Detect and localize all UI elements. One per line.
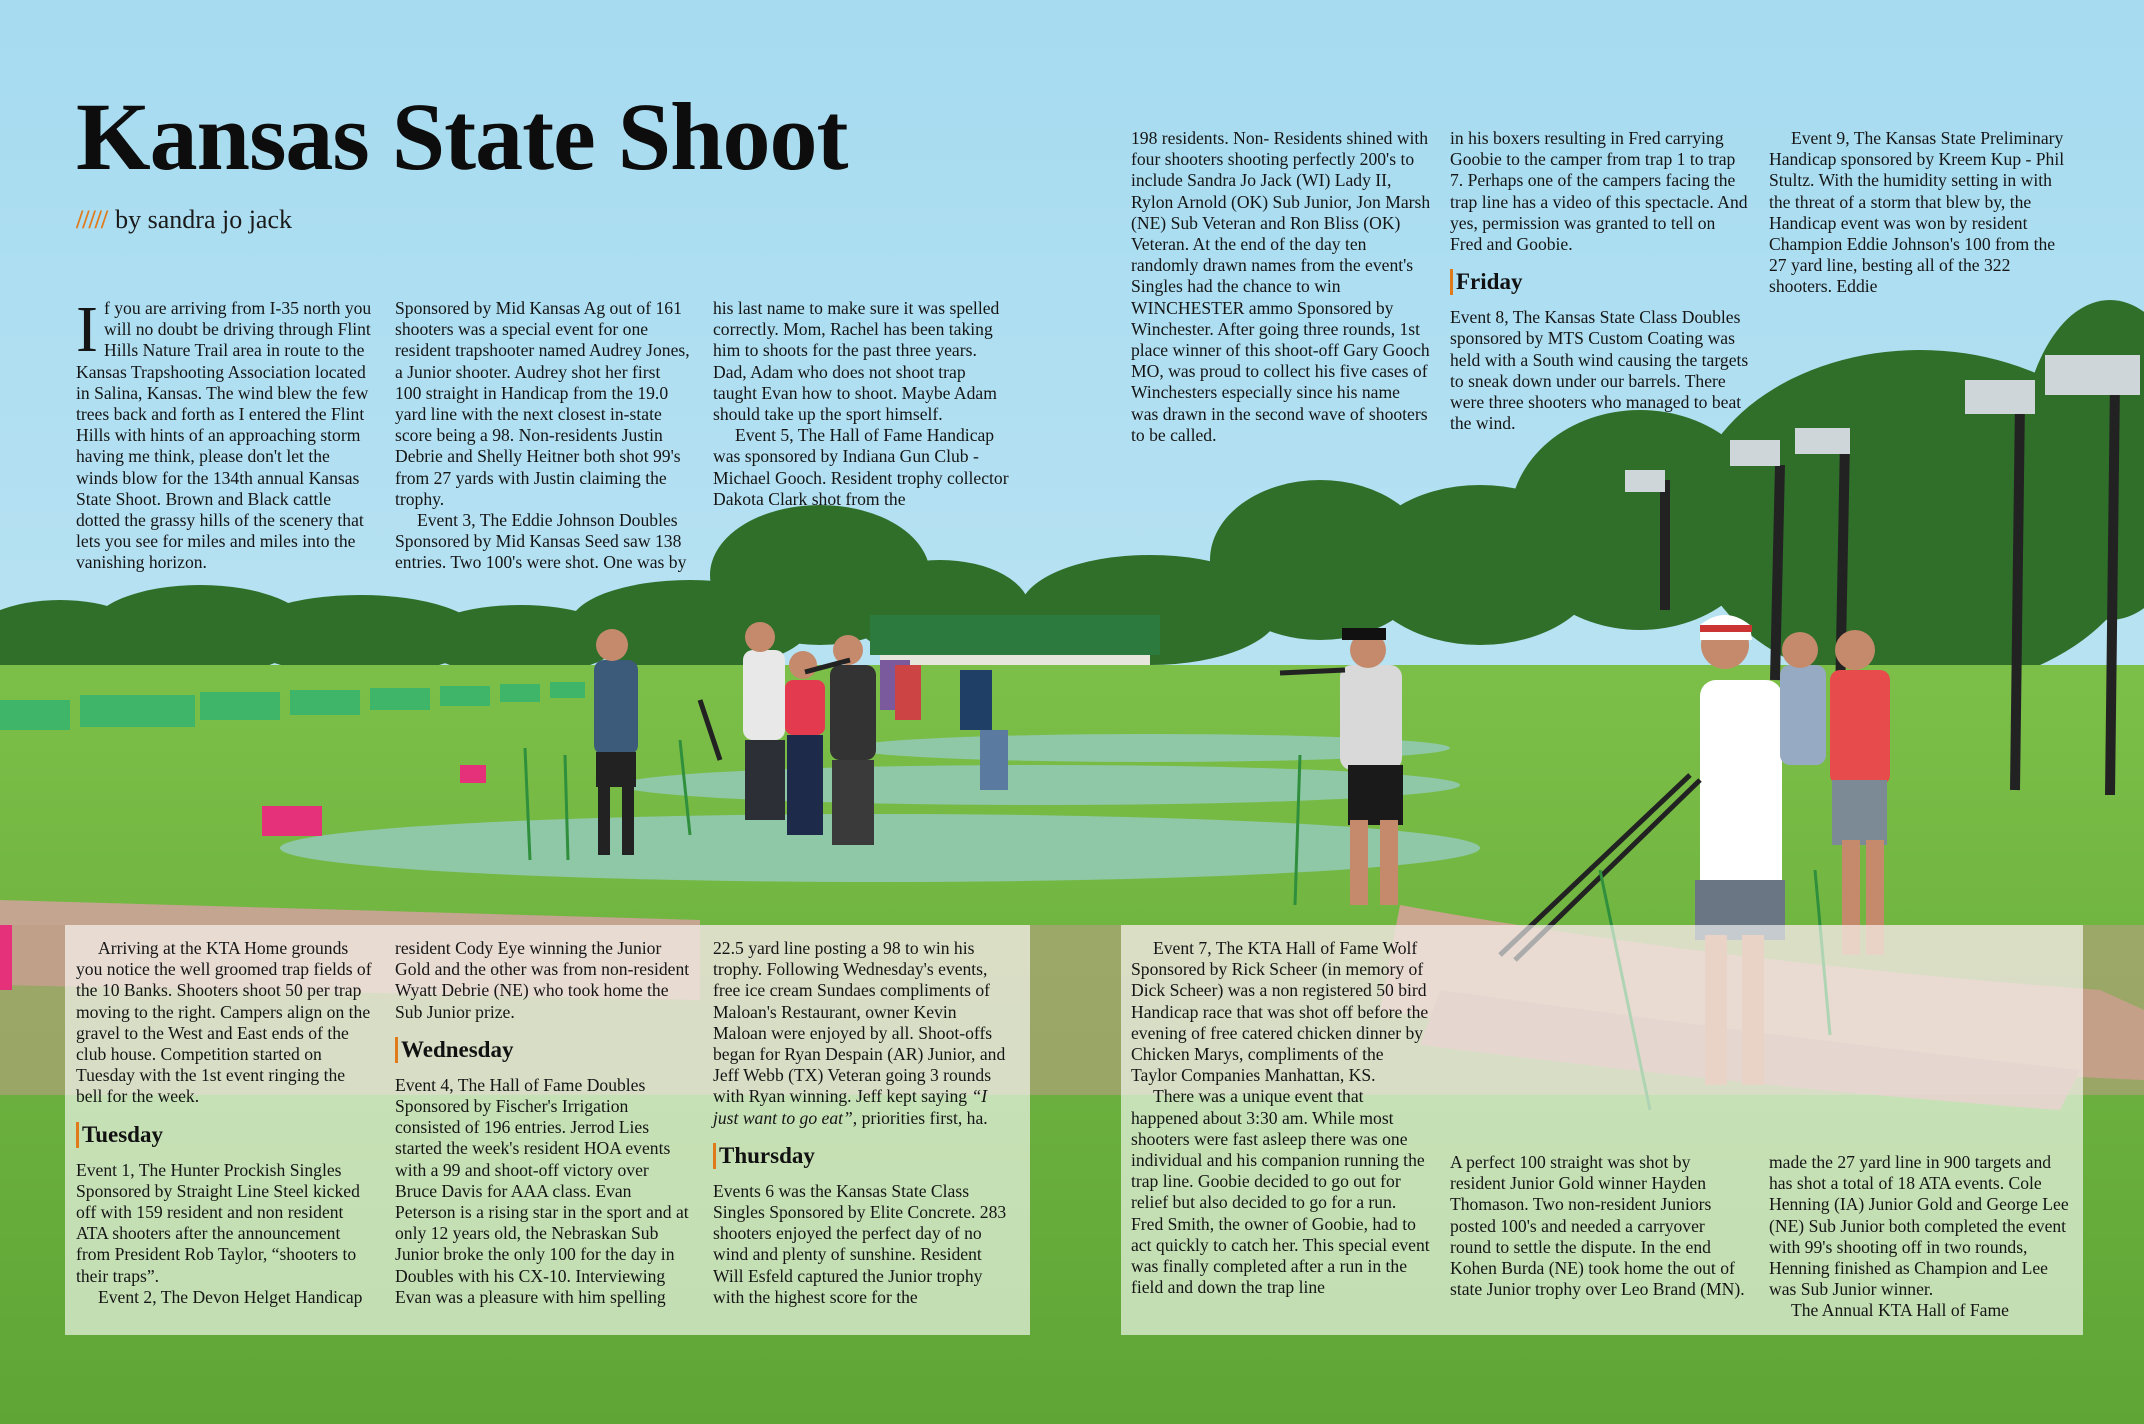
- bottom-col2-paragraph-2: Event 4, The Hall of Fame Doubles Sponsored by Fischer's Irrigation consisted of 196 entries. Jerrod Lies started the week's resident HOA events with a 99 and shoot-off victory over Bruce Davis for AAA class. Evan Peterson is a rising star in the sport and at only 12 years old, the Nebraskan Sub Junior broke the only 100 for the day in Doubles with his CX-10. Interviewing Evan was a pleasure with him spelling: [395, 1074, 689, 1307]
- bottom-col5-paragraph-1: A perfect 100 straight was shot by resident Junior Gold winner Hayden Thomason. Two non-resident Juniors posted 100's and needed a carryover round to settle the dispute. In the end Kohen Burda (NE) took home the out of state Junior trophy over Leo Brand (MN).: [1450, 1152, 1745, 1300]
- bottom-col4-paragraph-1: Event 7, The KTA Hall of Fame Wolf Sponsored by Rick Scheer (in memory of Dick Scheer) was a non registered 50 bird Handicap race that was shot off before the evening of free catered chicken dinner by Chicken Marys, compliments of the Taylor Companies Manhattan, KS.: [1131, 938, 1429, 1086]
- top-col5-paragraph-1: in his boxers resulting in Fred carrying Goobie to the camper from trap 1 to trap 7. Perhaps one of the campers facing the trap line has a video of this spectacle. And yes, permission was granted to tell on Fred and Goobie.: [1450, 128, 1748, 255]
- bottom-col1-paragraph-2: Event 1, The Hunter Prockish Singles Sponsored by Straight Line Steel kicked off with 159 resident and non resident ATA shooters after the announcement from President Rob Taylor, “shooters to their traps”.: [76, 1159, 360, 1286]
- pink-bench: [262, 806, 322, 836]
- byline-text: by sandra jo jack: [115, 205, 293, 234]
- bottom-col3-text-a: 22.5 yard line posting a 98 to win his trophy. Following Wednesday's events, free ice cream Sundaes compliments of Maloan's Restaurant, owner Kevin Maloan were enjoyed by all. Shoot-offs began for Ryan Despain (AR) Junior, and Jeff Webb (TX) Veteran going 3 rounds with Ryan winning. Jeff kept saying: [713, 938, 1006, 1107]
- top-col6-paragraph-1: Event 9, The Kansas State Preliminary Handicap sponsored by Kreem Kup - Phil Stultz. With the humidity setting in with the threat of a storm that blew by, the Handicap event was won by resident Champion Eddie Johnson's 100 from the 27 yard line, besting all of the 322 shooters. Eddie: [1769, 128, 2065, 297]
- top-column-3: [713, 298, 1013, 510]
- byline: [76, 205, 292, 235]
- bottom-col3-paragraph-1: [713, 938, 1013, 1129]
- top-col3-paragraph-1: his last name to make sure it was spelled correctly. Mom, Rachel has been taking him to shoots for the past three years. Dad, Adam who does not shoot trap taught Evan how to shoot. Maybe Adam should take up the sport himself.: [713, 298, 1000, 425]
- bottom-column-6: [1769, 1152, 2069, 1322]
- article-title: Kansas State Shoot: [76, 83, 848, 190]
- heading-wednesday: Wednesday: [395, 1037, 691, 1063]
- heading-tuesday: Tuesday: [76, 1122, 372, 1148]
- top-col5-paragraph-2: Event 8, The Kansas State Class Doubles sponsored by MTS Custom Coating was held with a South wind causing the targets to sneak down under our barrels. There were three shooters who managed to beat the wind.: [1450, 307, 1749, 434]
- bottom-column-2: [395, 938, 691, 1308]
- top-col1-paragraph: f you are arriving from I-35 north you will no doubt be driving through Flint Hills Nature Trail area in route to the Kansas Trapshooting Association located in Salina, Kansas. The wind blew the few trees back and forth as I entered the Flint Hills with hints of an approaching storm having me think, please don't let the winds blow for the 134th annual Kansas State Shoot. Brown and Black cattle dotted the grassy hills of the scenery that lets you see for miles and miles into the vanishing horizon.: [76, 298, 372, 573]
- bottom-col3-text-b: , priorities first, ha.: [852, 1107, 988, 1128]
- heading-friday: Friday: [1450, 269, 1750, 295]
- bottom-column-4: [1131, 938, 1431, 1298]
- top-column-2: [395, 298, 691, 574]
- top-column-4: [1131, 128, 1431, 446]
- bottom-col3-quote: “I just want to go eat”: [713, 1086, 988, 1128]
- heading-thursday: Thursday: [713, 1143, 1013, 1169]
- drop-cap: I: [76, 293, 98, 366]
- top-col2-paragraph-2: Event 3, The Eddie Johnson Doubles Sponsored by Mid Kansas Seed saw 138 entries. Two 100's were shot. One was by: [395, 510, 687, 573]
- bottom-col6-paragraph-1: made the 27 yard line in 900 targets and has shot a total of 18 ATA events. Cole Henning (IA) Junior Gold and George Lee (NE) Sub Junior both completed the event with 99's shooting off in two rounds, Henning finished as Champion and Lee was Sub Junior winner.: [1769, 1152, 2069, 1300]
- bottom-col1-paragraph-3: Event 2, The Devon Helget Handicap: [98, 1286, 363, 1307]
- bottom-column-1: [76, 938, 372, 1308]
- bottom-column-3: [713, 938, 1013, 1308]
- bottom-col3-paragraph-2: Events 6 was the Kansas State Class Singles Sponsored by Elite Concrete. 283 shooters enjoyed the perfect day of no wind and plenty of sunshine. Resident Will Esfeld captured the Junior trophy with the highest score for the: [713, 1180, 1007, 1307]
- top-column-5: [1450, 128, 1750, 434]
- bottom-column-5: [1450, 1152, 1750, 1300]
- top-column-6: [1769, 128, 2069, 298]
- top-col4-paragraph-1: 198 residents. Non- Residents shined with four shooters shooting perfectly 200's to include Sandra Jo Jack (WI) Lady II, Rylon Arnold (OK) Sub Junior, Jon Marsh (NE) Sub Veteran and Ron Bliss (OK) Veteran. At the end of the day ten randomly drawn names from the event's Singles had the chance to win WINCHESTER ammo Sponsored by Winchester. After going three rounds, 1st place winner of this shoot-off Gary Gooch MO, was proud to collect his five cases of Winchesters especially since his name was drawn in the second wave of shooters to be called.: [1131, 128, 1431, 445]
- bottom-col2-paragraph-1: resident Cody Eye winning the Junior Gold and the other was from non-resident Wyatt Debrie (NE) who took home the Sub Junior prize.: [395, 938, 690, 1022]
- top-col2-paragraph-1: Sponsored by Mid Kansas Ag out of 161 shooters was a special event for one resident trapshooter named Audrey Jones, a Junior shooter. Audrey shot her first 100 straight in Handicap from the 19.0 yard line with the next closest in-state score being a 98. Non-residents Justin Debrie and Shelly Heitner both shot 99's from 27 yards with Justin claiming the trophy.: [395, 298, 690, 509]
- bottom-col4-paragraph-2: There was a unique event that happened about 3:30 am. While most shooters were fast asleep there was one individual and his companion running the trap line. Goobie decided to go out for relief but also decided to go for a run. Fred Smith, the owner of Goobie, had to act quickly to catch her. This special event was finally completed after a run in the field and down the trap line: [1131, 1086, 1430, 1298]
- bottom-col1-paragraph-1: Arriving at the KTA Home grounds you notice the well groomed trap fields of the 10 Banks. Shooters shoot 50 per trap moving to the right. Campers align on the gravel to the West and East ends of the club house. Competition started on Tuesday with the 1st event ringing the bell for the week.: [76, 938, 372, 1107]
- bottom-col6-paragraph-2: The Annual KTA Hall of Fame: [1791, 1300, 2009, 1321]
- top-column-1: [76, 293, 372, 574]
- byline-accent: /////: [76, 205, 108, 234]
- top-col3-paragraph-2: Event 5, The Hall of Fame Handicap was sponsored by Indiana Gun Club - Michael Gooch. Resident trophy collector Dakota Clark shot from the: [713, 425, 1009, 509]
